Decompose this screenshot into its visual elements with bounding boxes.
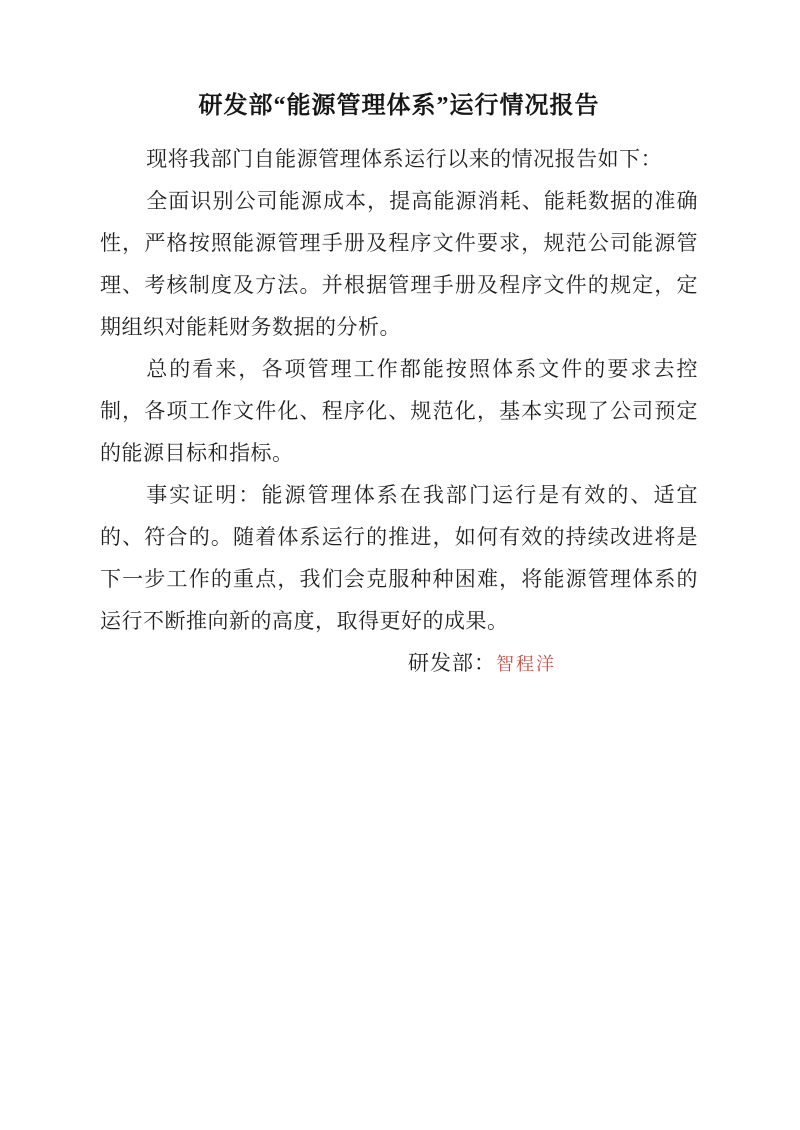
document-body bbox=[100, 138, 698, 642]
paragraph-energy-cost: 全面识别公司能源成本，提高能源消耗、能耗数据的准确性，严格按照能源管理手册及程序文件要求，规范公司能源管理、考核制度及方法。并根据管理手册及程序文件的规定，定期组织对能耗财务数据的分析。 bbox=[100, 189, 698, 339]
signature-line bbox=[100, 642, 698, 685]
document-title: 研发部“能源管理体系”运行情况报告 bbox=[198, 93, 600, 119]
paragraph-summary: 总的看来，各项管理工作都能按照体系文件的要求去控制，各项工作文件化、程序化、规范化，基本实现了公司预定的能源目标和指标。 bbox=[100, 357, 698, 465]
signature-department-label: 研发部： bbox=[408, 651, 496, 675]
signature-name: 智程洋 bbox=[496, 654, 556, 674]
paragraph-conclusion: 事实证明：能源管理体系在我部门运行是有效的、适宜的、符合的。随着体系运行的推进，如何有效的持续改进将是下一步工作的重点，我们会克服种种困难，将能源管理体系的运行不断推向新的高度，取得更好的成果。 bbox=[100, 483, 698, 633]
paragraph-intro: 现将我部门自能源管理体系运行以来的情况报告如下： bbox=[146, 147, 663, 171]
